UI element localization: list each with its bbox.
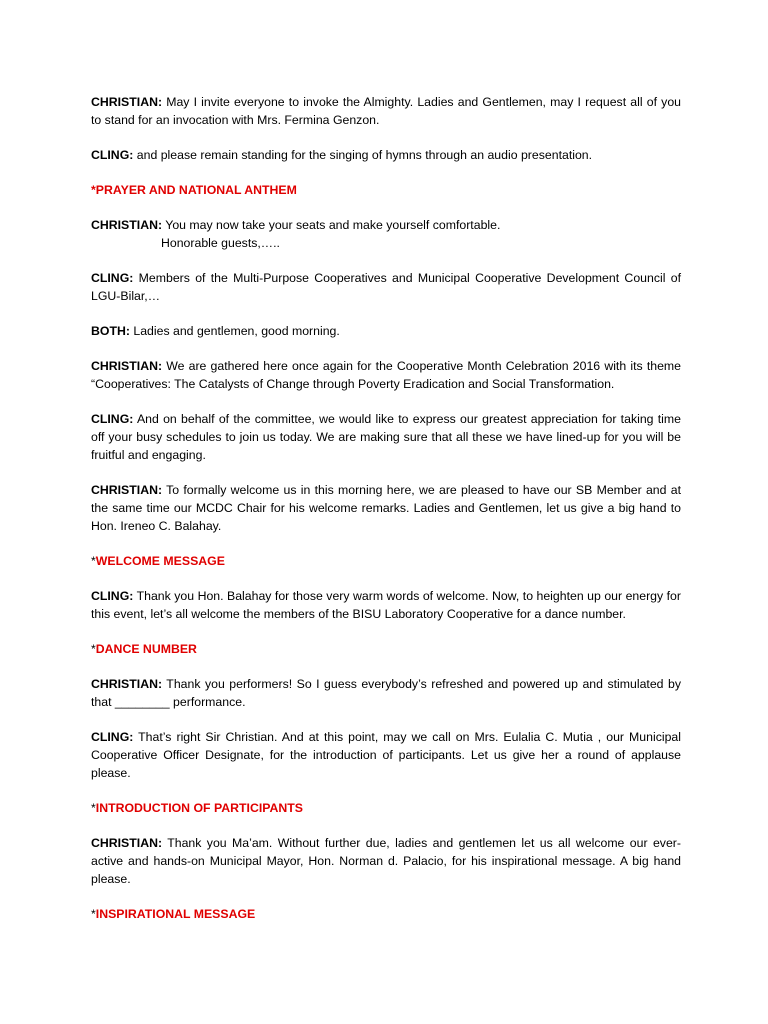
dialogue-text: That’s right Sir Christian. And at this point, may we call on Mrs. Eulalia C. Mutia , our Municipal Cooperative Officer Designate, for the introduction of participants. Let us give her a round of applause please. — [91, 730, 681, 780]
script-paragraph-cling-dance-intro — [91, 587, 681, 623]
dialogue-text: And on behalf of the committee, we would like to express our greatest appreciation for taking time off your busy schedules to join us today. We are making sure that all these we have lined-up for you will be fruitful and engaging. — [91, 412, 681, 462]
speaker-label: CLING: — [91, 148, 134, 162]
script-paragraph-christian-seats — [91, 216, 681, 252]
dialogue-text: Ladies and gentlemen, good morning. — [129, 324, 340, 338]
cue-asterisk: * — [91, 642, 96, 656]
script-paragraph-cling-introduction — [91, 728, 681, 782]
dialogue-text: May I invite everyone to invoke the Almighty. Ladies and Gentlemen, may I request all of you to stand for an invocation with Mrs. Fermina Genzon. — [91, 95, 681, 127]
dialogue-text: and please remain standing for the singing of hymns through an audio presentation. — [133, 148, 593, 162]
cue-text: INSPIRATIONAL MESSAGE — [95, 907, 256, 921]
dialogue-text: Thank you Ma’am. Without further due, ladies and gentlemen let us all welcome our ever-active and hands-on Municipal Mayor, Hon. Norman d. Palacio, for his inspirational message. A big hand please. — [91, 836, 681, 886]
program-cue-introduction-participants — [91, 799, 681, 817]
document-page — [91, 93, 681, 940]
speaker-label: CHRISTIAN: — [91, 359, 163, 373]
speaker-label: CHRISTIAN: — [91, 218, 163, 232]
script-paragraph-christian-performers — [91, 675, 681, 711]
speaker-label: CLING: — [91, 412, 134, 426]
script-paragraph-christian-theme — [91, 357, 681, 393]
dialogue-text: To formally welcome us in this morning here, we are pleased to have our SB Member and at the same time our MCDC Chair for his welcome remarks. Ladies and Gentlemen, let us give a big hand to Hon. Ireneo C. Balahay. — [91, 483, 681, 533]
program-cue-prayer-anthem — [91, 181, 681, 199]
dialogue-text: You may now take your seats and make yourself comfortable. — [162, 218, 501, 232]
dialogue-text: Members of the Multi-Purpose Cooperatives and Municipal Cooperative Development Council of LGU-Bilar,… — [91, 271, 681, 303]
dialogue-text: We are gathered here once again for the Cooperative Month Celebration 2016 with its theme “Cooperatives: The Catalysts of Change through Poverty Eradication and Social Transformation. — [91, 359, 681, 391]
speaker-label: CLING: — [91, 730, 134, 744]
dialogue-text: Thank you Hon. Balahay for those very warm words of welcome. Now, to heighten up our energy for this event, let’s all welcome the members of the BISU Laboratory Cooperative for a dance number. — [91, 589, 681, 621]
program-cue-welcome-message — [91, 552, 681, 570]
cue-asterisk: * — [91, 183, 96, 197]
dialogue-text-indented: Honorable guests,….. — [161, 236, 280, 250]
cue-asterisk: * — [91, 907, 96, 921]
script-paragraph-christian-invocation — [91, 93, 681, 129]
script-paragraph-christian-mayor — [91, 834, 681, 888]
dialogue-text: Thank you performers! So I guess everybody’s refreshed and powered up and stimulated by that ________ performance. — [91, 677, 681, 709]
speaker-label: CHRISTIAN: — [91, 483, 163, 497]
script-paragraph-cling-members — [91, 269, 681, 305]
speaker-label: CLING: — [91, 271, 134, 285]
speaker-label: CHRISTIAN: — [91, 95, 163, 109]
program-cue-dance-number — [91, 640, 681, 658]
speaker-label: BOTH: — [91, 324, 130, 338]
cue-text: DANCE NUMBER — [95, 642, 197, 656]
cue-text: INTRODUCTION OF PARTICIPANTS — [95, 801, 304, 815]
script-paragraph-both-greeting — [91, 322, 681, 340]
speaker-label: CHRISTIAN: — [91, 836, 163, 850]
script-paragraph-cling-hymns — [91, 146, 681, 164]
speaker-label: CLING: — [91, 589, 134, 603]
program-cue-inspirational-message — [91, 905, 681, 923]
script-paragraph-christian-welcome-remarks — [91, 481, 681, 535]
cue-asterisk: * — [91, 801, 96, 815]
script-paragraph-cling-appreciation — [91, 410, 681, 464]
speaker-label: CHRISTIAN: — [91, 677, 163, 691]
cue-asterisk: * — [91, 554, 96, 568]
cue-text: PRAYER AND NATIONAL ANTHEM — [95, 183, 297, 197]
cue-text: WELCOME MESSAGE — [95, 554, 225, 568]
